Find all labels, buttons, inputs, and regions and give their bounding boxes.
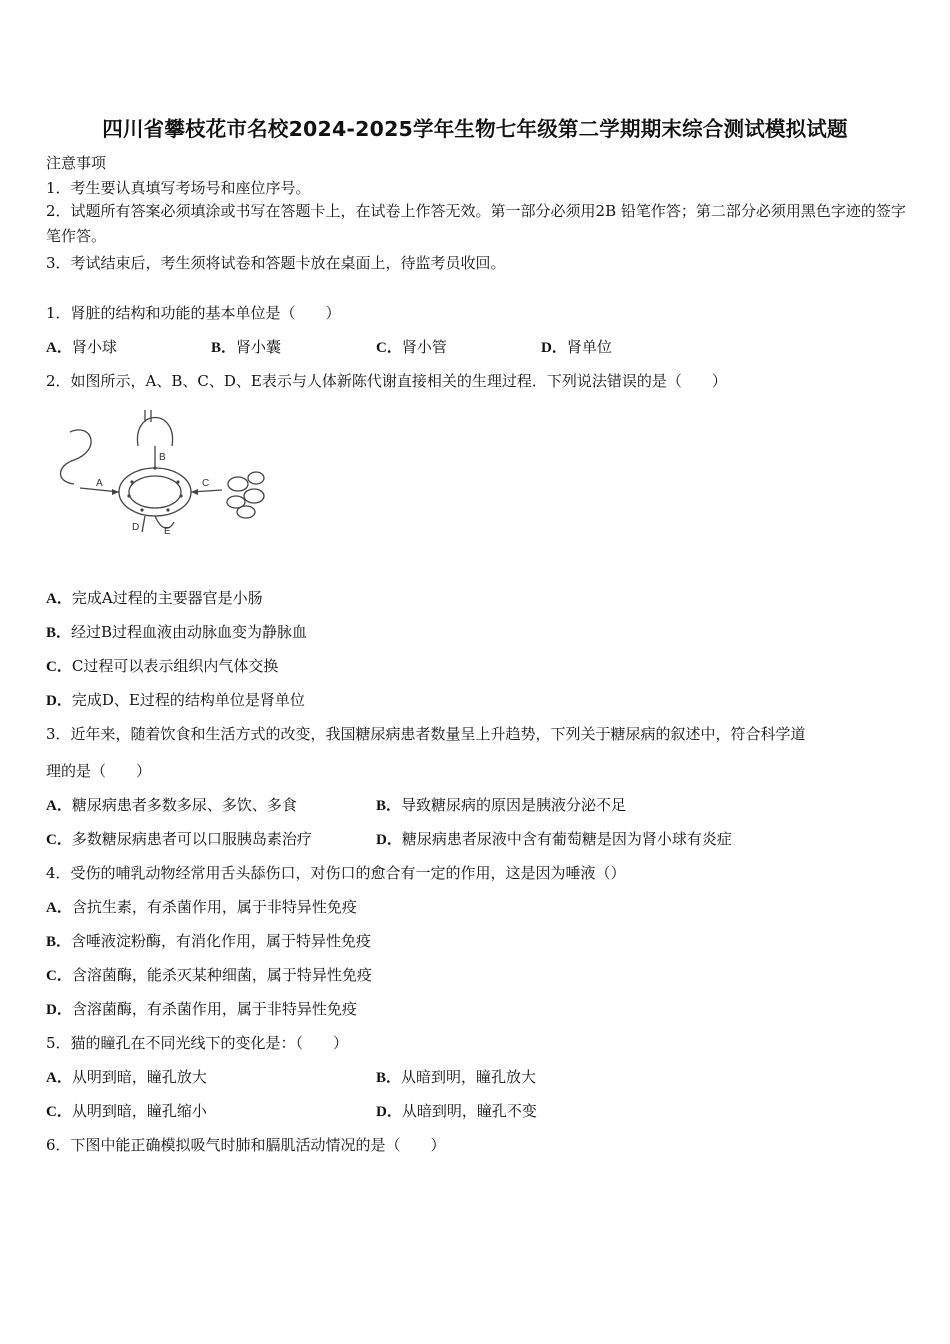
- arrow-head-a: [112, 489, 119, 495]
- q2-option-c: [46, 655, 278, 676]
- option-letter: B．: [46, 625, 72, 641]
- option-letter: D．: [376, 1104, 402, 1120]
- figure-label-d: D: [132, 522, 140, 533]
- question-6-stem: 6．下图中能正确模拟吸气时肺和膈肌活动情况的是（ ）: [46, 1136, 446, 1154]
- option-letter: C．: [46, 1104, 72, 1120]
- option-letter: B．: [376, 798, 402, 814]
- q5-option-d: [376, 1100, 537, 1121]
- q3-option-c: [46, 828, 312, 849]
- option-letter: C．: [46, 968, 72, 984]
- option-text: 含溶菌酶，有杀菌作用，属于非特异性免疫: [71, 1000, 357, 1018]
- ring-dot: [127, 494, 130, 497]
- ring-dot: [140, 508, 143, 511]
- q1-option-b: [211, 336, 281, 357]
- tissue-cell: [228, 477, 248, 491]
- question-5-stem: 5．猫的瞳孔在不同光线下的变化是：（ ）: [46, 1034, 349, 1052]
- question-2-stem: 2．如图所示，A、B、C、D、E表示与人体新陈代谢直接相关的生理过程．下列说法错误的是（ ）: [46, 372, 727, 390]
- figure-label-b: B: [159, 452, 166, 463]
- option-text: 从暗到明，瞳孔不变: [401, 1102, 537, 1120]
- option-text: 肾单位: [566, 338, 612, 356]
- option-text: 肾小球: [71, 338, 117, 356]
- exam-title: 四川省攀枝花市名校2024-2025学年生物七年级第二学期期末综合测试模拟试题: [102, 117, 848, 141]
- notice-heading: 注意事项: [46, 154, 107, 172]
- digestive-loop: [61, 430, 92, 484]
- option-letter: C．: [46, 659, 72, 675]
- q4-option-c: [46, 964, 372, 985]
- q4-option-d: [46, 998, 357, 1019]
- option-text: 从明到暗，瞳孔放大: [71, 1068, 207, 1086]
- lung-loop: [137, 418, 172, 447]
- option-letter: D．: [376, 832, 402, 848]
- option-letter: A．: [46, 340, 72, 356]
- option-text: 从明到暗，瞳孔缩小: [71, 1102, 207, 1120]
- option-letter: A．: [46, 798, 72, 814]
- question-3-stem-line1: 3．近年来，随着饮食和生活方式的改变，我国糖尿病患者数量呈上升趋势，下列关于糖尿病的叙述中，符合科学道: [46, 725, 806, 743]
- notice-item-3: 3．考试结束后，考生须将试卷和答题卡放在桌面上，待监考员收回。: [46, 254, 506, 272]
- q5-option-a: [46, 1066, 207, 1087]
- ring-dot: [179, 494, 182, 497]
- ring-dot: [153, 466, 156, 469]
- tissue-cell: [237, 506, 255, 518]
- metabolism-diagram-svg: [52, 404, 298, 536]
- option-text: 含抗生素，有杀菌作用，属于非特异性免疫: [71, 898, 357, 916]
- option-text: 糖尿病患者尿液中含有葡萄糖是因为肾小球有炎症: [401, 830, 732, 848]
- circulation-inner-ring: [129, 476, 181, 508]
- q4-option-a: [46, 896, 357, 917]
- notice-item-2: 2．试题所有答案必须填涂或书写在答题卡上，在试卷上作答无效。第一部分必须用2B 铅笔作答；第二部分必须用黑色字迹的签字笔作答。: [46, 202, 906, 245]
- tissue-cell: [248, 472, 264, 484]
- question-3-stem-line2: 理的是（ ）: [46, 762, 152, 780]
- figure-label-a: A: [96, 478, 103, 489]
- q1-option-d: [541, 336, 612, 357]
- q3-option-d: [376, 828, 732, 849]
- ring-dot: [176, 480, 179, 483]
- q5-option-b: [376, 1066, 536, 1087]
- figure-label-e: E: [164, 526, 171, 536]
- pathway-d-line: [142, 516, 145, 532]
- q1-option-a: [46, 336, 117, 357]
- option-letter: D．: [46, 693, 72, 709]
- metabolism-diagram: [52, 404, 298, 536]
- option-text: 糖尿病患者多数多尿、多饮、多食: [71, 796, 297, 814]
- option-text: 多数糖尿病患者可以口服胰岛素治疗: [71, 830, 312, 848]
- option-letter: B．: [376, 1070, 402, 1086]
- option-letter: C．: [376, 340, 402, 356]
- option-text: 肾小管: [401, 338, 447, 356]
- notice-item-1: 1．考生要认真填写考场号和座位序号。: [46, 179, 311, 197]
- option-letter: A．: [46, 1070, 72, 1086]
- option-letter: B．: [211, 340, 237, 356]
- option-text: 从暗到明，瞳孔放大: [401, 1068, 537, 1086]
- option-text: 含溶菌酶，能杀灭某种细菌，属于特异性免疫: [71, 966, 372, 984]
- question-1-stem: 1．肾脏的结构和功能的基本单位是（ ）: [46, 304, 341, 322]
- option-letter: A．: [46, 900, 72, 916]
- arrow-head-c: [191, 489, 198, 495]
- option-text: 完成D、E过程的结构单位是肾单位: [71, 691, 305, 709]
- option-text: 肾小囊: [236, 338, 282, 356]
- question-4-stem: 4．受伤的哺乳动物经常用舌头舔伤口，对伤口的愈合有一定的作用，这是因为唾液（）: [46, 864, 626, 882]
- option-text: 完成A过程的主要器官是小肠: [71, 589, 263, 607]
- option-letter: A．: [46, 591, 72, 607]
- option-text: 导致糖尿病的原因是胰液分泌不足: [401, 796, 627, 814]
- ring-dot: [130, 480, 133, 483]
- q1-option-c: [376, 336, 447, 357]
- option-letter: D．: [46, 1002, 72, 1018]
- q3-option-a: [46, 794, 297, 815]
- q3-option-b: [376, 794, 626, 815]
- q5-option-c: [46, 1100, 207, 1121]
- tissue-cell: [244, 489, 264, 503]
- option-letter: B．: [46, 934, 72, 950]
- option-letter: C．: [46, 832, 72, 848]
- q2-option-d: [46, 689, 305, 710]
- option-text: C过程可以表示组织内气体交换: [71, 657, 279, 675]
- circulation-outer-ring: [119, 468, 191, 516]
- ring-dot: [166, 508, 169, 511]
- figure-label-c: C: [202, 478, 210, 489]
- option-text: 经过B过程血液由动脉血变为静脉血: [71, 623, 308, 641]
- q2-option-a: [46, 587, 263, 608]
- option-text: 含唾液淀粉酶，有消化作用，属于特异性免疫: [71, 932, 372, 950]
- q4-option-b: [46, 930, 371, 951]
- q2-option-b: [46, 621, 307, 642]
- option-letter: D．: [541, 340, 567, 356]
